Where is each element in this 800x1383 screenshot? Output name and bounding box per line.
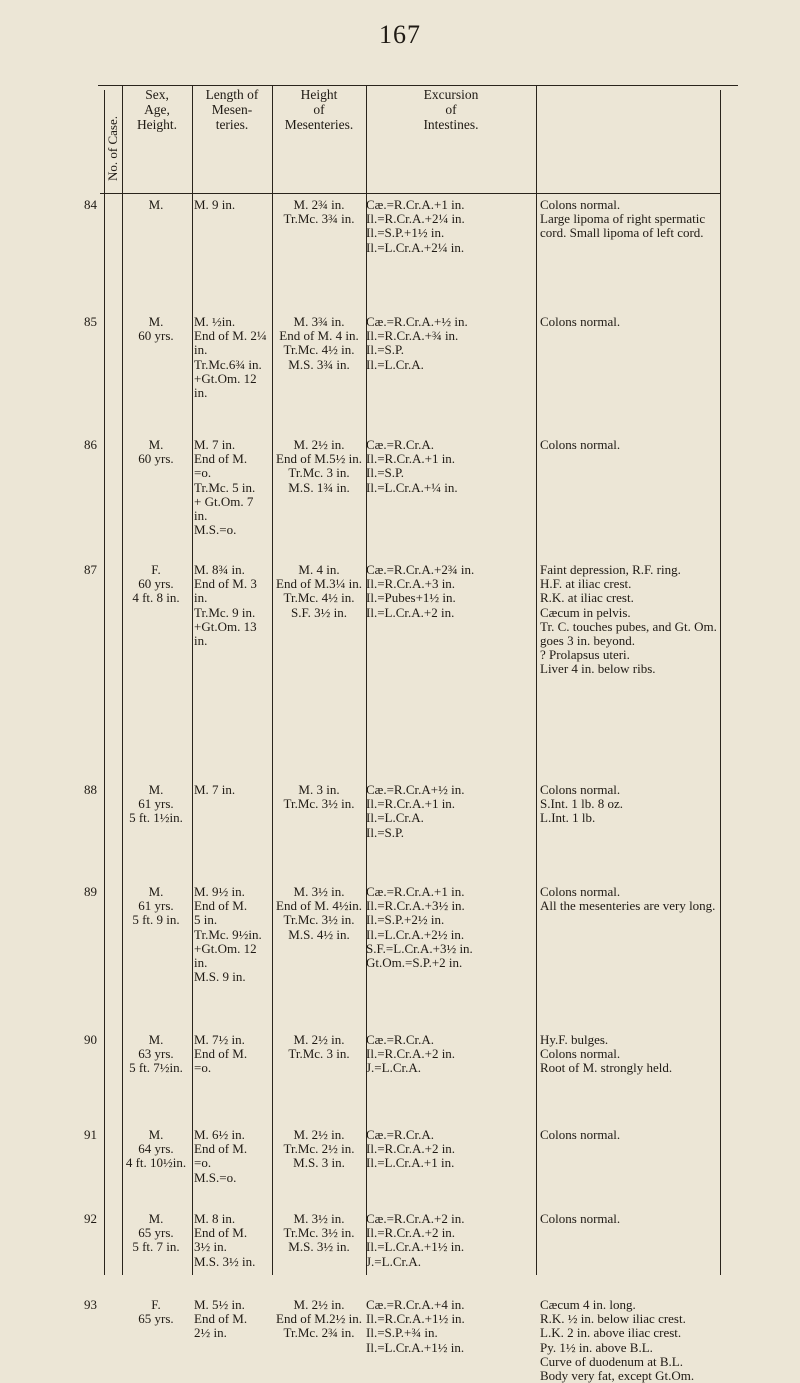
cell-line: End of M.5½ in. (276, 451, 362, 467)
cell-line: Il.=S.P.+¾ in. (366, 1325, 438, 1341)
cell-line: M.S.=o. (194, 522, 237, 538)
cell-line: Il.=R.Cr.A.+2 in. (366, 1046, 456, 1062)
cell-line: M. 9½ in. (194, 884, 245, 899)
case-number: 93 (84, 1297, 97, 1312)
cell-line: Cæ.=R.Cr.A+½ in. (366, 782, 465, 797)
remarks-cell (540, 1212, 720, 1226)
cell-line: +Gt.Om. 12 (194, 370, 257, 386)
cell-line: J.=L.Cr.A. (366, 1253, 422, 1269)
cell-line: Il.=L.Cr.A.+1½ in. (366, 1239, 465, 1255)
height-cell (274, 1128, 364, 1171)
remarks-cell (540, 315, 720, 329)
header-length: Length of Mesen- teries. (205, 87, 259, 132)
cell-line: M. 2½ in. (293, 1297, 345, 1312)
sex-age-height-cell (122, 438, 190, 466)
remarks-cell (540, 1033, 720, 1076)
length-cell (194, 1033, 272, 1076)
cell-line: M. 7 in. (194, 437, 236, 452)
cell-line: 5 in. (194, 912, 218, 928)
length-cell (194, 1128, 272, 1185)
sex-age-height-cell (122, 885, 190, 928)
cell-line: M. (148, 197, 164, 212)
cell-line: Large lipoma of right spermatic cord. Small lipoma of left cord. (540, 211, 706, 241)
cell-line: M. 2¾ in. (293, 197, 345, 212)
cell-line: Cæ.=R.Cr.A.+1 in. (366, 197, 465, 212)
remarks-cell (540, 783, 720, 826)
cell-line: Tr.Mc. 9 in. (194, 604, 256, 620)
case-number: 87 (84, 562, 97, 577)
cell-line: M. 3½ in. (293, 884, 345, 899)
header-rule (100, 193, 720, 194)
remarks-cell (540, 198, 720, 241)
column-rule (104, 90, 105, 1275)
cell-line: Tr.Mc. 9½in. (194, 926, 262, 942)
cell-line: End of M. (194, 898, 248, 914)
cell-line: 5 ft. 1½in. (129, 810, 183, 826)
cell-line: Py. 1½ in. above B.L. (540, 1339, 653, 1355)
sex-age-height-cell (122, 783, 190, 826)
cell-line: M. 2½ in. (293, 1127, 345, 1142)
excursion-cell (366, 198, 534, 255)
remarks-cell (540, 438, 720, 452)
length-cell (194, 885, 272, 984)
header-height: Height of Mesenteries. (284, 87, 354, 132)
cell-line: Il.=R.Cr.A.+2 in. (366, 1141, 456, 1157)
cell-line: 60 yrs. (138, 451, 174, 467)
cell-line: Tr.Mc. 4½ in. (283, 590, 355, 606)
cell-line: M.S. 4½ in. (288, 926, 350, 942)
cell-line: Cæ.=R.Cr.A.+½ in. (366, 314, 468, 329)
cell-line: Il.=L.Cr.A.+1 in. (366, 1155, 455, 1171)
cell-line: All the mesenteries are very long. (540, 898, 716, 914)
remarks-cell (540, 885, 720, 913)
cell-line: M. ½in. (194, 314, 236, 329)
cell-line: Liver 4 in. below ribs. (540, 661, 656, 677)
cell-line: Il.=L.Cr.A.+¼ in. (366, 479, 458, 495)
cell-line: 65 yrs. (138, 1225, 174, 1241)
cell-line: M. 8¾ in. (194, 562, 245, 577)
cell-line: Tr.Mc. 2½ in. (283, 1141, 355, 1157)
cell-line: M. 3¾ in. (293, 314, 345, 329)
cell-line: M. 8 in. (194, 1211, 236, 1226)
cell-line: End of M. (194, 1046, 248, 1062)
cell-line: R.K. at iliac crest. (540, 590, 634, 606)
cell-line: Tr.Mc. 3½ in. (283, 912, 355, 928)
cell-line: +Gt.Om. 13 (194, 618, 257, 634)
cell-line: End of M. (194, 451, 248, 467)
excursion-cell (366, 315, 534, 372)
sex-age-height-cell (122, 1033, 190, 1076)
cell-line: Colons normal. (540, 437, 621, 452)
cell-line: Il.=S.P. (366, 824, 405, 840)
cell-line: 60 yrs. (138, 576, 174, 592)
cell-line: Gt.Om.=S.P.+2 in. (366, 955, 463, 971)
length-cell (194, 563, 272, 648)
cell-line: =o. (194, 1155, 212, 1171)
case-number: 90 (84, 1032, 97, 1047)
cell-line: M. (148, 1127, 164, 1142)
cell-line: 63 yrs. (138, 1046, 174, 1062)
cell-line: Il.=S.P.+2½ in. (366, 912, 445, 928)
cell-line: 61 yrs. (138, 796, 174, 812)
cell-line: Il.=R.Cr.A.+1½ in. (366, 1311, 465, 1327)
cell-line: 61 yrs. (138, 898, 174, 914)
case-number: 86 (84, 437, 97, 452)
header-sex-age-height: Sex, Age, Height. (136, 87, 178, 132)
cell-line: Colons normal. (540, 1211, 621, 1226)
length-cell (194, 1298, 272, 1341)
cell-line: M. 7 in. (194, 782, 236, 797)
cell-line: in. (194, 955, 208, 971)
cell-line: in. (194, 590, 208, 606)
cell-line: 60 yrs. (138, 328, 174, 344)
page-number: 167 (379, 20, 421, 49)
length-cell (194, 783, 272, 797)
cell-line: + Gt.Om. 7 (194, 493, 254, 509)
cell-line: Tr.Mc. 3½ in. (283, 796, 355, 812)
cell-line: Il.=S.P. (366, 465, 405, 481)
cell-line: Root of M. strongly held. (540, 1060, 673, 1076)
cell-line: Hy.F. bulges. (540, 1032, 609, 1047)
sex-age-height-cell (122, 1212, 190, 1255)
cell-line: 4 ft. 8 in. (132, 590, 180, 606)
excursion-cell (366, 1212, 534, 1269)
cell-line: Il.=L.Cr.A.+2½ in. (366, 926, 465, 942)
cell-line: Colons normal. (540, 314, 621, 329)
cell-line: M. 2½ in. (293, 1032, 345, 1047)
top-rule (98, 85, 738, 86)
height-cell (274, 885, 364, 942)
length-cell (194, 198, 272, 212)
cell-line: Colons normal. (540, 782, 621, 797)
cell-line: in. (194, 633, 208, 649)
cell-line: 4 ft. 10½in. (125, 1155, 187, 1171)
cell-line: Colons normal. (540, 197, 621, 212)
cell-line: M. 9 in. (194, 197, 236, 212)
column-rule (536, 85, 537, 1275)
cell-line: Il.=L.Cr.A. (366, 810, 424, 826)
cell-line: Tr.Mc. 3 in. (288, 1046, 350, 1062)
cell-line: Tr.Mc. 3½ in. (283, 1225, 355, 1241)
cell-line: Tr.Mc.6¾ in. (194, 356, 262, 372)
cell-line: Il.=R.Cr.A.+3½ in. (366, 898, 465, 914)
cell-line: S.Int. 1 lb. 8 oz. (540, 796, 624, 812)
height-cell (274, 438, 364, 495)
cell-line: Il.=L.Cr.A.+1½ in. (366, 1339, 465, 1355)
cell-line: Cæ.=R.Cr.A. (366, 437, 435, 452)
cell-line: J.=L.Cr.A. (366, 1060, 422, 1076)
cell-line: Il.=R.Cr.A.+1 in. (366, 451, 456, 467)
cell-line: End of M. 3 (194, 576, 257, 592)
cell-line: M. 7½ in. (194, 1032, 245, 1047)
header-case-number: No. of Case. (105, 116, 120, 181)
cell-line: Il.=Pubes+1½ in. (366, 590, 456, 606)
cell-line: Il.=S.P. (366, 342, 405, 358)
case-number: 89 (84, 884, 97, 899)
column-rule (192, 85, 193, 1275)
cell-line: M. 3½ in. (293, 1211, 345, 1226)
height-cell (274, 198, 364, 226)
cell-line: Body very fat, except Gt.Om. (540, 1368, 695, 1383)
cell-line: M.S. 9 in. (194, 969, 246, 985)
sex-age-height-cell (122, 1298, 190, 1326)
cell-line: F. (151, 562, 161, 577)
cell-line: Tr.Mc. 2¾ in. (283, 1325, 355, 1341)
cell-line: 64 yrs. (138, 1141, 174, 1157)
length-cell (194, 438, 272, 537)
cell-line: M.S. 3¾ in. (288, 356, 350, 372)
cell-line: End of M. 4 in. (279, 328, 359, 344)
remarks-cell (540, 1298, 720, 1383)
header-excursion: Excursion of Intestines. (423, 87, 479, 132)
cell-line: End of M. (194, 1311, 248, 1327)
cell-line: Cæ.=R.Cr.A. (366, 1127, 435, 1142)
sex-age-height-cell (122, 315, 190, 343)
cell-line: Cæcum in pelvis. (540, 604, 631, 620)
cell-line: L.Int. 1 lb. (540, 810, 596, 826)
height-cell (274, 315, 364, 372)
cell-line: M. (148, 782, 164, 797)
cell-line: Cæ.=R.Cr.A.+1 in. (366, 884, 465, 899)
height-cell (274, 1298, 364, 1341)
cell-line: Il.=L.Cr.A. (366, 356, 424, 372)
case-number: 85 (84, 314, 97, 329)
cell-line: S.F.=L.Cr.A.+3½ in. (366, 940, 473, 956)
column-rule (272, 85, 273, 1275)
cell-line: Tr. C. touches pubes, and Gt. Om. goes 3 in. beyond. (540, 618, 717, 649)
cell-line: Curve of duodenum at B.L. (540, 1353, 683, 1369)
cell-line: Cæ.=R.Cr.A. (366, 1032, 435, 1047)
case-number: 92 (84, 1211, 97, 1226)
excursion-cell (366, 1033, 534, 1076)
excursion-cell (366, 783, 534, 840)
cell-line: End of M.2½ in. (276, 1311, 362, 1327)
case-number: 88 (84, 782, 97, 797)
cell-line: 3½ in. (194, 1239, 227, 1255)
cell-line: M. 5½ in. (194, 1297, 245, 1312)
cell-line: F. (151, 1297, 161, 1312)
cell-line: Il.=S.P.+1½ in. (366, 225, 445, 241)
cell-line: Tr.Mc. 3 in. (288, 465, 350, 481)
length-cell (194, 315, 272, 400)
cell-line: End of M. (194, 1141, 248, 1157)
cell-line: Il.=L.Cr.A.+2 in. (366, 604, 455, 620)
case-number: 84 (84, 197, 97, 212)
cell-line: =o. (194, 465, 212, 481)
cell-line: R.K. ½ in. below iliac crest. (540, 1311, 686, 1327)
column-rule (366, 85, 367, 1275)
cell-line: Tr.Mc. 5 in. (194, 479, 256, 495)
cell-line: Il.=R.Cr.A.+2¼ in. (366, 211, 465, 227)
cell-line: in. (194, 385, 208, 401)
excursion-cell (366, 438, 534, 495)
cell-line: Tr.Mc. 3¾ in. (283, 211, 355, 227)
cell-line: Il.=R.Cr.A.+1 in. (366, 796, 456, 812)
sex-age-height-cell (122, 198, 190, 212)
cell-line: ? Prolapsus uteri. (540, 647, 630, 663)
cell-line: 65 yrs. (138, 1311, 174, 1327)
cell-line: in. (194, 342, 208, 358)
cell-line: M.S.=o. (194, 1169, 237, 1185)
cell-line: Il.=L.Cr.A.+2¼ in. (366, 239, 465, 255)
cell-line: 2½ in. (194, 1325, 227, 1341)
cell-line: M.S. 1¾ in. (288, 479, 350, 495)
cell-line: Colons normal. (540, 1046, 621, 1062)
excursion-cell (366, 1128, 534, 1171)
cell-line: in. (194, 508, 208, 524)
excursion-cell (366, 1298, 534, 1355)
sex-age-height-cell (122, 1128, 190, 1171)
cell-line: 5 ft. 7 in. (132, 1239, 180, 1255)
cell-line: M. (148, 1032, 164, 1047)
cell-line: Cæ.=R.Cr.A.+4 in. (366, 1297, 465, 1312)
sex-age-height-cell (122, 563, 190, 606)
cell-line: Colons normal. (540, 1127, 621, 1142)
cell-line: S.F. 3½ in. (290, 604, 348, 620)
remarks-cell (540, 1128, 720, 1142)
cell-line: Il.=R.Cr.A.+¾ in. (366, 328, 459, 344)
column-rule (720, 90, 721, 1275)
height-cell (274, 783, 364, 811)
cell-line: =o. (194, 1060, 212, 1076)
cell-line: Faint depression, R.F. ring. (540, 562, 681, 577)
cell-line: L.K. 2 in. above iliac crest. (540, 1325, 682, 1341)
cell-line: M. 6½ in. (194, 1127, 245, 1142)
cell-line: H.F. at iliac crest. (540, 576, 632, 592)
case-number: 91 (84, 1127, 97, 1142)
cell-line: 5 ft. 9 in. (132, 912, 180, 928)
cell-line: Cæ.=R.Cr.A.+2¾ in. (366, 562, 475, 577)
cell-line: M. (148, 314, 164, 329)
cell-line: M.S. 3½ in. (194, 1253, 256, 1269)
cell-line: M. 4 in. (298, 562, 340, 577)
cell-line: Cæ.=R.Cr.A.+2 in. (366, 1211, 465, 1226)
cell-line: Il.=R.Cr.A.+2 in. (366, 1225, 456, 1241)
cell-line: M. (148, 437, 164, 452)
length-cell (194, 1212, 272, 1269)
height-cell (274, 563, 364, 620)
cell-line: Il.=R.Cr.A.+3 in. (366, 576, 456, 592)
cell-line: End of M. (194, 1225, 248, 1241)
remarks-cell (540, 563, 720, 677)
cell-line: Cæcum 4 in. long. (540, 1297, 636, 1312)
cell-line: M. 2½ in. (293, 437, 345, 452)
column-rule (122, 85, 123, 1275)
height-cell (274, 1033, 364, 1061)
cell-line: M. 3 in. (298, 782, 340, 797)
excursion-cell (366, 885, 534, 970)
cell-line: M.S. 3 in. (293, 1155, 345, 1171)
cell-line: M. (148, 884, 164, 899)
excursion-cell (366, 563, 534, 620)
cell-line: Colons normal. (540, 884, 621, 899)
cases-table (84, 85, 720, 1383)
height-cell (274, 1212, 364, 1255)
cell-line: End of M. 2¼ (194, 328, 267, 344)
cell-line: End of M.3¼ in. (276, 576, 362, 592)
cell-line: M.S. 3½ in. (288, 1239, 350, 1255)
cell-line: 5 ft. 7½in. (129, 1060, 183, 1076)
cell-line: Tr.Mc. 4½ in. (283, 342, 355, 358)
cell-line: End of M. 4½in. (276, 898, 362, 914)
cell-line: M. (148, 1211, 164, 1226)
cell-line: +Gt.Om. 12 (194, 940, 257, 956)
